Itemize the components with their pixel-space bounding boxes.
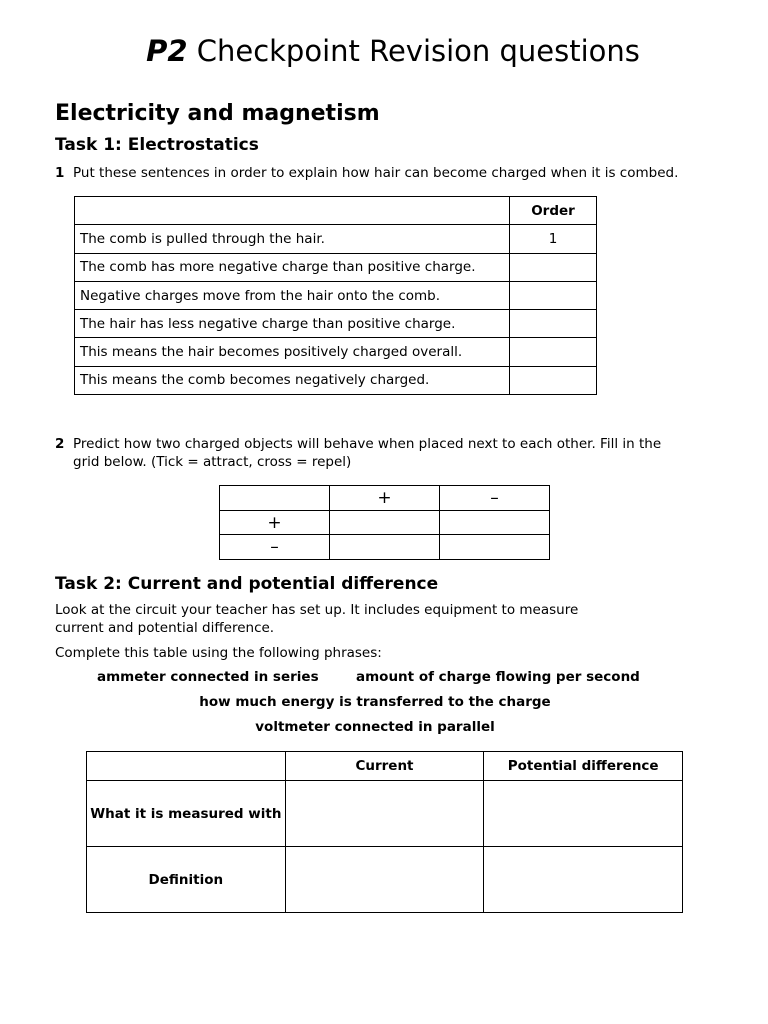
- charge-grid-header-row: [220, 486, 550, 511]
- current-pd-header-row: [87, 752, 683, 781]
- task2-intro: [55, 601, 655, 637]
- order-sentence: The comb has more negative charge than positive charge.: [75, 253, 510, 281]
- phrase-voltmeter: voltmeter connected in parallel: [255, 719, 495, 735]
- table-row: [87, 781, 683, 847]
- current-pd-table: [86, 751, 683, 913]
- current-pd-row-label-measured: What it is measured with: [87, 781, 286, 847]
- order-sentence: Negative charges move from the hair onto the comb.: [75, 281, 510, 309]
- charge-grid-row-plus: [220, 510, 550, 535]
- task2-intro-line2: current and potential difference.: [55, 620, 275, 636]
- order-sentence: The comb is pulled through the hair.: [75, 225, 510, 253]
- table-row: [75, 253, 597, 281]
- charge-grid-col-plus: +: [330, 486, 440, 511]
- current-pd-cell[interactable]: [484, 781, 683, 847]
- charge-grid: [219, 485, 550, 560]
- task2-instruction: Complete this table using the following phrases:: [55, 645, 382, 661]
- order-cell[interactable]: [510, 366, 597, 394]
- phrase-ammeter: ammeter connected in series: [97, 669, 319, 685]
- current-pd-row-label-definition: Definition: [87, 847, 286, 913]
- table-row: [87, 847, 683, 913]
- question-2-line1: [55, 435, 715, 453]
- task2-heading: Task 2: Current and potential difference: [55, 574, 439, 594]
- order-sentence: This means the comb becomes negatively charged.: [75, 366, 510, 394]
- page-title-code: P2: [146, 34, 188, 68]
- current-pd-col-pd: Potential difference: [484, 752, 683, 781]
- order-sentence: The hair has less negative charge than positive charge.: [75, 310, 510, 338]
- charge-grid-row-label-plus: +: [220, 510, 330, 535]
- question-1-number: 1: [55, 165, 65, 181]
- current-pd-col-current: Current: [285, 752, 484, 781]
- order-sentence: This means the hair becomes positively charged overall.: [75, 338, 510, 366]
- task1-heading: Task 1: Electrostatics: [55, 135, 259, 155]
- order-table: [74, 196, 597, 395]
- phrase-charge-per-second: amount of charge flowing per second: [356, 669, 640, 685]
- phrase-energy-transferred: how much energy is transferred to the charge: [199, 694, 551, 710]
- charge-grid-cell[interactable]: [440, 535, 550, 560]
- question-1: [55, 164, 678, 182]
- task2-intro-line1: Look at the circuit your teacher has set up. It includes equipment to measure: [55, 602, 579, 618]
- order-table-header-blank: [75, 197, 510, 225]
- table-row: [75, 338, 597, 366]
- table-row: [75, 225, 597, 253]
- current-pd-cell[interactable]: [285, 781, 484, 847]
- order-cell[interactable]: [510, 310, 597, 338]
- page-title: [0, 34, 768, 68]
- section-heading: Electricity and magnetism: [55, 101, 380, 126]
- charge-grid-row-minus: [220, 535, 550, 560]
- charge-grid-cell[interactable]: [440, 510, 550, 535]
- table-row: [75, 281, 597, 309]
- charge-grid-row-label-minus: –: [220, 535, 330, 560]
- question-1-text: Put these sentences in order to explain how hair can become charged when it is combed.: [73, 165, 679, 181]
- order-table-header-row: [75, 197, 597, 225]
- question-2-text: Predict how two charged objects will behave when placed next to each other. Fill in the: [73, 436, 662, 452]
- order-table-header-order: Order: [510, 197, 597, 225]
- question-2-number: 2: [55, 436, 65, 452]
- current-pd-cell[interactable]: [484, 847, 683, 913]
- page-title-text: Checkpoint Revision questions: [196, 34, 640, 68]
- question-2-line2: grid below. (Tick = attract, cross = repel): [73, 454, 352, 470]
- order-cell[interactable]: [510, 253, 597, 281]
- order-cell[interactable]: [510, 281, 597, 309]
- order-cell[interactable]: 1: [510, 225, 597, 253]
- current-pd-cell[interactable]: [285, 847, 484, 913]
- charge-grid-cell[interactable]: [330, 510, 440, 535]
- charge-grid-col-minus: –: [440, 486, 550, 511]
- question-2: [55, 435, 715, 471]
- charge-grid-cell[interactable]: [330, 535, 440, 560]
- table-row: [75, 366, 597, 394]
- charge-grid-corner: [220, 486, 330, 511]
- order-cell[interactable]: [510, 338, 597, 366]
- table-row: [75, 310, 597, 338]
- current-pd-corner: [87, 752, 286, 781]
